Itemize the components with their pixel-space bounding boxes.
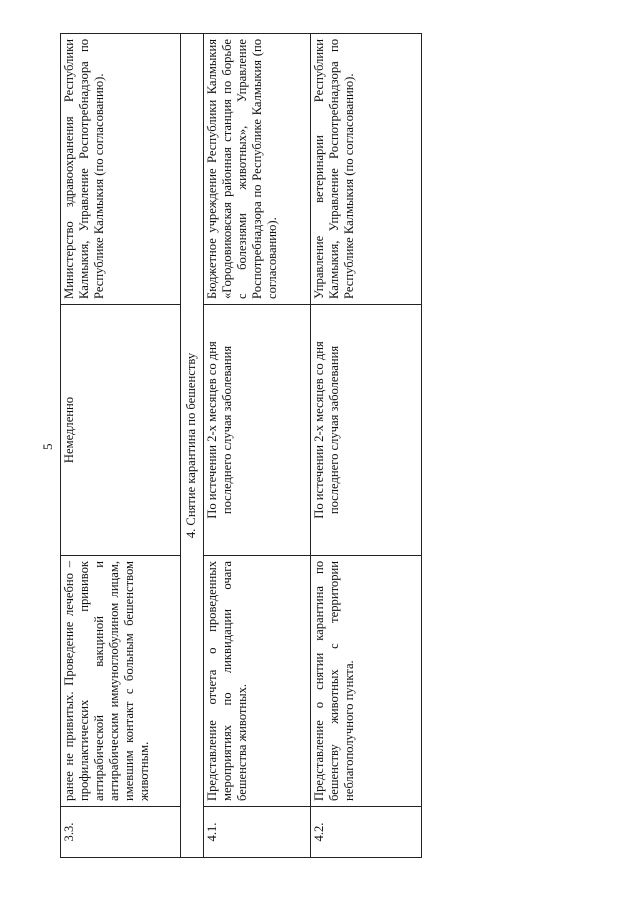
section-heading: 4. Снятие карантина по бешенству (181, 34, 204, 858)
measures-table (60, 33, 422, 858)
action-cell: ранее не привитых. Проведение лечебно – профилактических прививок антирабической вакциной и антирабическим иммуноглобулином лицам, имевшим контакт с больным бешенством животным. (61, 556, 181, 807)
row-number: 3.3. (61, 807, 181, 858)
row-number: 4.2. (311, 807, 422, 858)
table-row (204, 34, 311, 858)
responsible-cell: Бюджетное учреждение Республики Калмыкия «Городовиковская районная станция по борьбе с болезнями животных», Управление Роспотребнадзора по Республике Калмыкия (по согласованию). (204, 34, 311, 305)
term-cell: По истечении 2-х месяцев со дня последнего случая заболевания (204, 305, 311, 556)
term-cell: По истечении 2-х месяцев со дня последнего случая заболевания (311, 305, 422, 556)
table-row (311, 34, 422, 858)
section-row (181, 34, 204, 858)
row-number: 4.1. (204, 807, 311, 858)
responsible-cell: Министерство здравоохранения Республики Калмыкия, Управление Роспотребнадзора по Республике Калмыкия (по согласованию). (61, 34, 181, 305)
table-row (61, 34, 181, 858)
responsible-cell: Управление ветеринарии Республики Калмыкия, Управление Роспотребнадзора по Республике Калмыкия (по согласованию). (311, 34, 422, 305)
action-cell: Представление отчета о проведенных мероприятиях по ликвидации очага бешенства животных. (204, 556, 311, 807)
action-cell: Представление о снятии карантина по бешенству животных с территории неблагополучного пункта. (311, 556, 422, 807)
term-cell: Немедленно (61, 305, 181, 556)
page-number: 5 (40, 443, 55, 450)
rotated-table-container (60, 39, 421, 858)
